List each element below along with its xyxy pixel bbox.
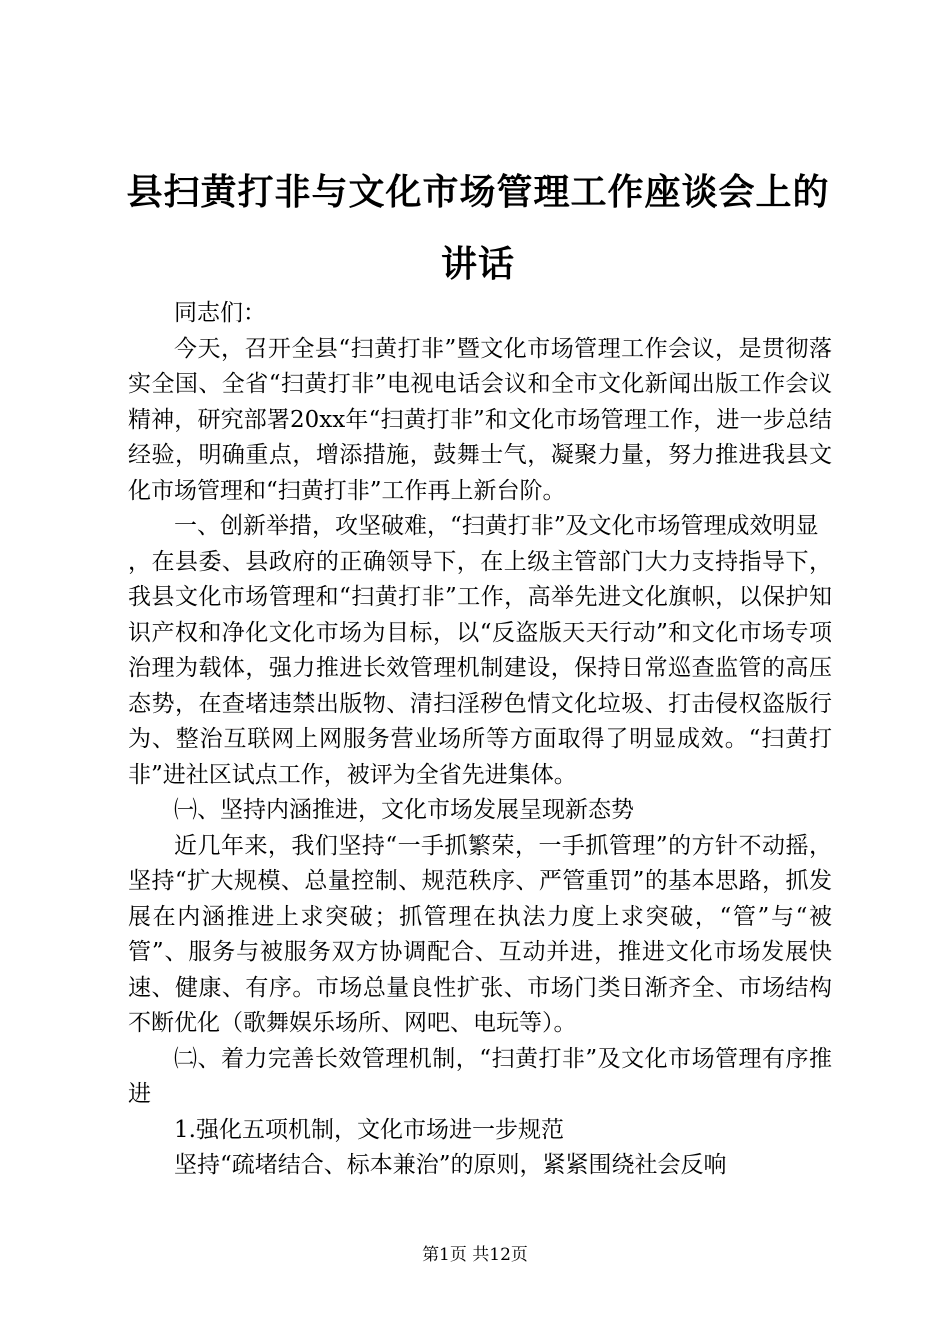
paragraph-salutation: 同志们： bbox=[174, 300, 266, 326]
subsection-heading-1: ㈠、坚持内涵推进，文化市场发展呈现新态势 bbox=[174, 797, 634, 823]
paragraph-development: 近几年来，我们坚持“一手抓繁荣，一手抓管理”的方针不动摇，坚持“扩大规模、总量控制、规范秩序、严管重罚”的基本思路，抓发展在内涵推进上求突破；抓管理在执法力度上求突破，“管”与“被管”、服务与被服务双方协调配合、互动并进，推进文化市场发展快速、健康、有序。市场总量良性扩张、市场门类日渐齐全、市场结构不断优化（歌舞娱乐场所、网吧、电玩等）。 bbox=[128, 832, 832, 1036]
paragraph-intro: 今天，召开全县“扫黄打非”暨文化市场管理工作会议，是贯彻落实全国、全省“扫黄打非”电视电话会议和全市文化新闻出版工作会议精神，研究部署20xx年“扫黄打非”和文化市场管理工作，进一步总结经验，明确重点，增添措施，鼓舞士气，凝聚力量，努力推进我县文化市场管理和“扫黄打非”工作再上新台阶。 bbox=[128, 335, 832, 504]
section-heading-1: 一、创新举措，攻坚破难，“扫黄打非”及文化市场管理成效明显 bbox=[174, 513, 819, 539]
page-footer: 第1页 共12页 bbox=[422, 1245, 528, 1265]
paragraph-achievements: ，在县委、县政府的正确领导下，在上级主管部门大力支持指导下，我县文化市场管理和“扫黄打非”工作，高举先进文化旗帜，以保护知识产权和净化文化市场为目标，以“反盗版天天行动”和文化市场专项治理为载体，强力推进长效管理机制建设，保持日常巡查监管的高压态势，在查堵违禁出版物、清扫淫秽色情文化垃圾、打击侵权盗版行为、整治互联网上网服务营业场所等方面取得了明显成效。“扫黄打非”进社区试点工作，被评为全省先进集体。 bbox=[128, 548, 832, 788]
item-heading-1: 1.强化五项机制，文化市场进一步规范 bbox=[174, 1116, 564, 1143]
subsection-heading-2: ㈡、着力完善长效管理机制，“扫黄打非”及文化市场管理有序推进 bbox=[128, 1045, 832, 1107]
document-title: 县扫黄打非与文化市场管理工作座谈会上的讲话 bbox=[126, 171, 830, 285]
document-body bbox=[128, 296, 832, 1184]
paragraph-principle: 坚持“疏堵结合、标本兼治”的原则，紧紧围绕社会反响 bbox=[174, 1152, 727, 1178]
